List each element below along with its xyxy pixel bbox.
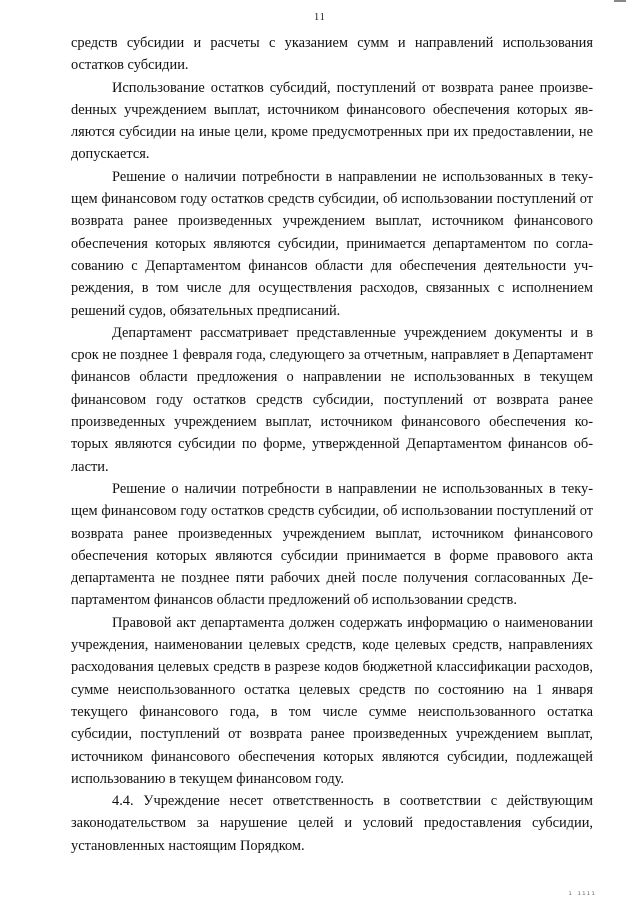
paragraph-continuation: средств субсидии и расчеты с указанием сумм и направлений использования остатков субсидии.: [71, 35, 593, 74]
page-number: 11: [314, 12, 326, 23]
document-body: [71, 32, 593, 857]
scan-corner-mark: [614, 0, 626, 2]
paragraph-legal-act-decision: Решение о наличии потребности в направлении не использованных в текущем финансовом году остатков средств субсидии, об использовании поступлений от возврата ранее произведенных учреждением выплат, источником финансового обеспечения которых являются субсидии принимается в форме правового акта департамента не позднее пяти рабочих дней после получения согласованных Департаментом финансов области предложений об использовании средств.: [71, 480, 593, 609]
paragraph-clause-4-4: 4.4. Учреждение несет ответственность в соответствии с действующим законодательством за нарушение целей и условий предоставления субсидии, установленных настоящим Порядком.: [71, 793, 593, 854]
paragraph-department-review: Департамент рассматривает представленные учреждением документы и в срок не позднее 1 февраля года, следующего за отчетным, направляет в Департамент финансов области предложения о направлении не использованных в текущем финансовом году остатков средств субсидии, поступлений от возврата ранее произведенных учреждением выплат, источником финансового обеспечения которых являются субсидии по форме, утвержденной Департаментом финансов области.: [71, 324, 593, 475]
scan-footer-mark: ı ıııı: [568, 890, 596, 897]
paragraph-remainder-usage: Использование остатков субсидий, поступлений от возврата ранее произвеdенных учреждением выплат, источником финансового обеспечения которых являются субсидии на иные цели, кроме предусмотренных при их предоставлении, не допускается.: [71, 79, 593, 163]
paragraph-legal-act-contents: Правовой акт департамента должен содержать информацию о наименовании учреждения, наименовании целевых средств, коде целевых средств, направлениях расходования целевых средств в разрезе кодов бюджетной классификации расходов, сумме неиспользованного остатка целевых средств по состоянию на 1 января текущего финансового года, в том числе сумме неиспользованного остатка субсидии, поступлений от возврата ранее произведенных учреждением выплат, источником финансового обеспечения которых являются субсидии, подлежащей использованию в текущем финансовом году.: [71, 614, 593, 787]
paragraph-decision-need: Решение о наличии потребности в направлении не использованных в текущем финансовом году остатков средств субсидии, об использовании поступлений от возврата ранее произведенных учреждением выплат, источником финансового обеспечения которых являются субсидии, принимается департаментом по согласованию с Департаментом финансов области для обеспечения деятельности учреждения, в том числе для осуществления расходов, связанных с исполнением решений судов, обязательных предписаний.: [71, 168, 593, 319]
